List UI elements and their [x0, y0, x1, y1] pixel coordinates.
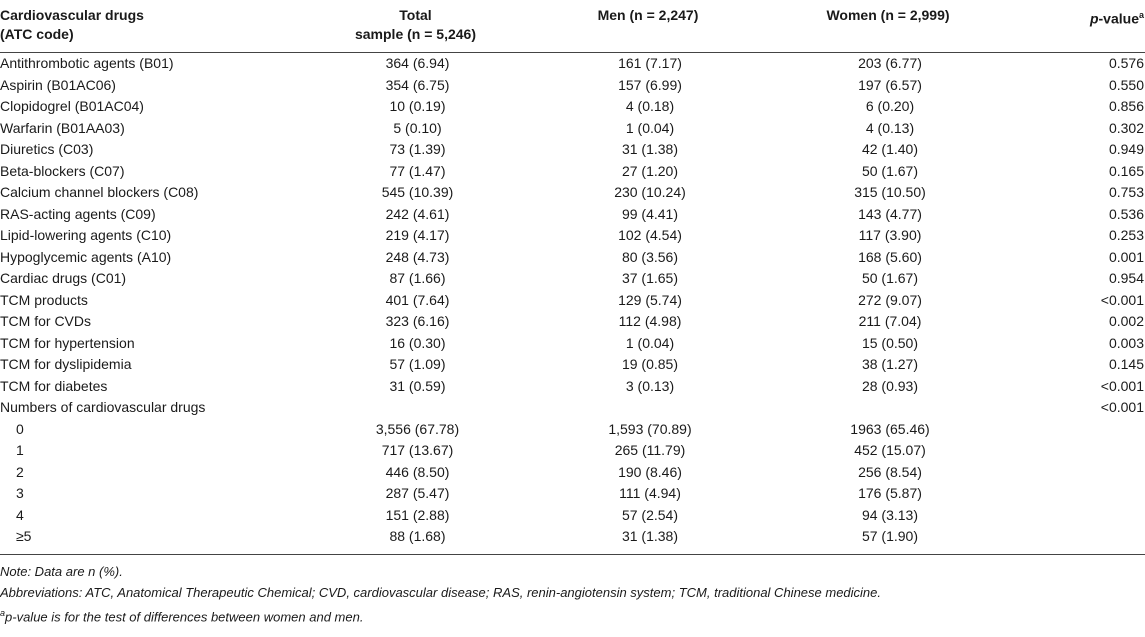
table-row — [0, 376, 1145, 398]
row-label: Clopidogrel (B01AC04) — [0, 98, 144, 114]
row-label: Calcium channel blockers (C08) — [0, 184, 199, 200]
cell-total: 88 (1.68) — [389, 528, 446, 544]
cell-men: 27 (1.20) — [621, 162, 679, 179]
cell-p-value: 0.856 — [1108, 98, 1144, 114]
table-header — [0, 0, 1145, 53]
cell-p-value: 0.001 — [1108, 248, 1144, 265]
cell-p-value: <0.001 — [1100, 399, 1144, 415]
table-row — [0, 139, 1145, 161]
table-row — [0, 225, 1145, 247]
cell-total: 717 (13.67) — [381, 442, 454, 458]
cell-women: 256 (8.54) — [858, 463, 922, 480]
table-row — [0, 96, 1145, 118]
cell-p-value: 0.253 — [1108, 227, 1144, 243]
cell-women: 168 (5.60) — [858, 248, 922, 265]
cell-women: 197 (6.57) — [858, 76, 922, 93]
cell-men: 4 (0.18) — [625, 98, 675, 114]
header-women: Women (n = 2,999) — [765, 0, 1015, 53]
table-row — [0, 311, 1145, 333]
cell-total: 87 (1.66) — [389, 270, 446, 286]
row-label: RAS-acting agents (C09) — [0, 205, 156, 222]
cell-p-value: 0.002 — [1108, 313, 1144, 329]
cell-men: 80 (3.56) — [621, 248, 679, 265]
cell-women: 272 (9.07) — [858, 291, 922, 308]
cell-total: 3,556 (67.78) — [375, 420, 460, 437]
row-label: Warfarin (B01AA03) — [0, 119, 125, 136]
table-row — [0, 333, 1145, 355]
table-row — [0, 182, 1145, 204]
cell-women: 38 (1.27) — [861, 356, 919, 372]
cell-total: 151 (2.88) — [385, 506, 450, 523]
row-label: Cardiac drugs (C01) — [0, 270, 127, 286]
row-label: TCM products — [0, 291, 88, 308]
cell-men: 102 (4.54) — [618, 227, 682, 243]
cell-women: 28 (0.93) — [861, 377, 919, 394]
row-label: Lipid-lowering agents (C10) — [0, 227, 172, 243]
row-label: Aspirin (B01AC06) — [0, 76, 116, 93]
cell-p-value: <0.001 — [1100, 291, 1144, 308]
cell-p-value: 0.753 — [1108, 184, 1144, 200]
header-p-value: p-value$^a$ — [1015, 0, 1145, 53]
cell-men: 99 (4.41) — [621, 205, 679, 222]
cell-men — [535, 397, 765, 419]
cell-men: 111 (4.94) — [619, 485, 681, 501]
abbreviations-line: Abbreviations: ATC, Anatomical Therapeutic Chemical; CVD, cardiovascular disease; RAS, renin-angiotensin system; TCM, traditional Chinese medicine. — [0, 584, 882, 600]
table-row — [0, 268, 1145, 290]
cell-men: 265 (11.79) — [614, 442, 686, 458]
cell-total: 364 (6.94) — [385, 55, 450, 71]
cell-p-value: 0.550 — [1108, 76, 1144, 93]
cell-p-value: 0.145 — [1108, 356, 1144, 372]
cell-total: 446 (8.50) — [385, 463, 450, 480]
row-label: Hypoglycemic agents (A10) — [0, 248, 172, 265]
cell-p-value: 0.302 — [1108, 119, 1144, 136]
table-row — [0, 397, 1145, 419]
cell-men: 129 (5.74) — [618, 291, 682, 308]
cell-total: 545 (10.39) — [381, 184, 454, 200]
cell-total: 57 (1.09) — [389, 356, 446, 372]
row-label: 4 — [16, 506, 24, 523]
cell-total: 5 (0.10) — [393, 119, 442, 136]
table-row — [0, 505, 1145, 527]
cell-total: 248 (4.73) — [385, 248, 450, 265]
cell-men: 1 (0.04) — [625, 119, 675, 136]
cell-total: 77 (1.47) — [389, 162, 446, 179]
cell-women: 57 (1.90) — [861, 528, 919, 544]
row-label: Numbers of cardiovascular drugs — [0, 399, 206, 415]
cell-women: 315 (10.50) — [854, 184, 926, 200]
cell-men: 161 (7.17) — [618, 55, 682, 71]
cell-men: 19 (0.85) — [621, 356, 679, 372]
row-label: Diuretics (C03) — [0, 141, 94, 157]
cell-p-value — [1015, 419, 1145, 441]
cell-women: 94 (3.13) — [861, 506, 919, 523]
cell-total: 219 (4.17) — [385, 227, 450, 243]
cell-women: 50 (1.67) — [861, 270, 919, 286]
cell-total: 401 (7.64) — [385, 291, 450, 308]
row-label: TCM for diabetes — [0, 377, 108, 394]
row-label: Antithrombotic agents (B01) — [0, 55, 174, 71]
header-total: Total sample (n = 5,246) — [300, 0, 535, 53]
cell-men: 3 (0.13) — [625, 377, 675, 394]
cell-men: 1 (0.04) — [625, 334, 675, 351]
cell-men: 112 (4.98) — [618, 313, 682, 329]
table-row — [0, 526, 1145, 548]
row-label: TCM for dyslipidemia — [0, 356, 132, 372]
cell-men: 157 (6.99) — [618, 76, 682, 93]
cell-women: 15 (0.50) — [861, 334, 919, 351]
table-row — [0, 483, 1145, 505]
cell-women: 143 (4.77) — [858, 205, 922, 222]
header-men: Men (n = 2,247) — [535, 0, 765, 53]
cell-men: 37 (1.65) — [621, 270, 679, 286]
row-label: 0 — [16, 420, 24, 437]
cell-women: 42 (1.40) — [861, 141, 919, 157]
cell-men: 1,593 (70.89) — [608, 420, 692, 437]
table-notes — [0, 555, 1145, 627]
cell-p-value — [1015, 483, 1145, 505]
cell-women: 211 (7.04) — [858, 313, 922, 329]
cell-p-value: 0.536 — [1108, 205, 1144, 222]
row-label: 3 — [16, 485, 24, 501]
cell-p-value: <0.001 — [1100, 377, 1144, 394]
cell-total: 323 (6.16) — [385, 313, 450, 329]
cell-p-value — [1015, 440, 1145, 462]
cell-p-value: 0.949 — [1108, 141, 1144, 157]
row-label: 1 — [16, 442, 24, 458]
cell-women — [765, 397, 1015, 419]
cell-p-value: 0.165 — [1108, 162, 1144, 179]
cell-total: 287 (5.47) — [385, 485, 450, 501]
table-row — [0, 161, 1145, 183]
cell-p-value: 0.003 — [1108, 334, 1144, 351]
cell-total: 242 (4.61) — [385, 205, 450, 222]
cell-total: 16 (0.30) — [389, 334, 446, 351]
row-label: ≥5 — [16, 528, 32, 544]
cell-women: 4 (0.13) — [865, 119, 915, 136]
cell-total — [300, 397, 535, 419]
table-row — [0, 354, 1145, 376]
cell-men: 230 (10.24) — [614, 184, 686, 200]
table-row — [0, 118, 1145, 140]
row-label: TCM for CVDs — [0, 313, 91, 329]
table-row — [0, 204, 1145, 226]
cell-p-value — [1015, 526, 1145, 548]
cell-women: 50 (1.67) — [861, 162, 919, 179]
row-label: Beta-blockers (C07) — [0, 162, 125, 179]
table-row — [0, 440, 1145, 462]
row-label: TCM for hypertension — [0, 334, 135, 351]
table-row — [0, 462, 1145, 484]
cell-men: 31 (1.38) — [621, 141, 679, 157]
cell-women: 176 (5.87) — [858, 485, 922, 501]
cell-total: 73 (1.39) — [389, 141, 446, 157]
cell-total: 31 (0.59) — [389, 377, 446, 394]
cell-p-value — [1015, 505, 1145, 527]
cell-p-value — [1015, 462, 1145, 484]
table-row — [0, 247, 1145, 269]
cell-p-value: 0.576 — [1108, 55, 1144, 71]
table-row — [0, 75, 1145, 97]
cell-women: 1963 (65.46) — [850, 420, 930, 437]
header-drugs: Cardiovascular drugs (ATC code) — [0, 0, 300, 53]
cell-women: 6 (0.20) — [865, 98, 915, 114]
table-row — [0, 53, 1145, 75]
footnote-line: $^a$p-value is for the test of differences between women and men. — [0, 607, 364, 624]
note-line: Note: Data are n (%). — [0, 563, 123, 579]
row-label: 2 — [16, 463, 24, 480]
cell-women: 117 (3.90) — [858, 227, 922, 243]
table-row — [0, 290, 1145, 312]
cell-men: 190 (8.46) — [618, 463, 682, 480]
cell-men: 57 (2.54) — [621, 506, 679, 523]
cell-men: 31 (1.38) — [621, 528, 679, 544]
cell-women: 452 (15.07) — [854, 442, 926, 458]
cell-women: 203 (6.77) — [858, 55, 922, 71]
table-body — [0, 53, 1145, 548]
cell-total: 354 (6.75) — [385, 76, 450, 93]
cell-total: 10 (0.19) — [389, 98, 446, 114]
table-row — [0, 419, 1145, 441]
cell-p-value: 0.954 — [1108, 270, 1144, 286]
